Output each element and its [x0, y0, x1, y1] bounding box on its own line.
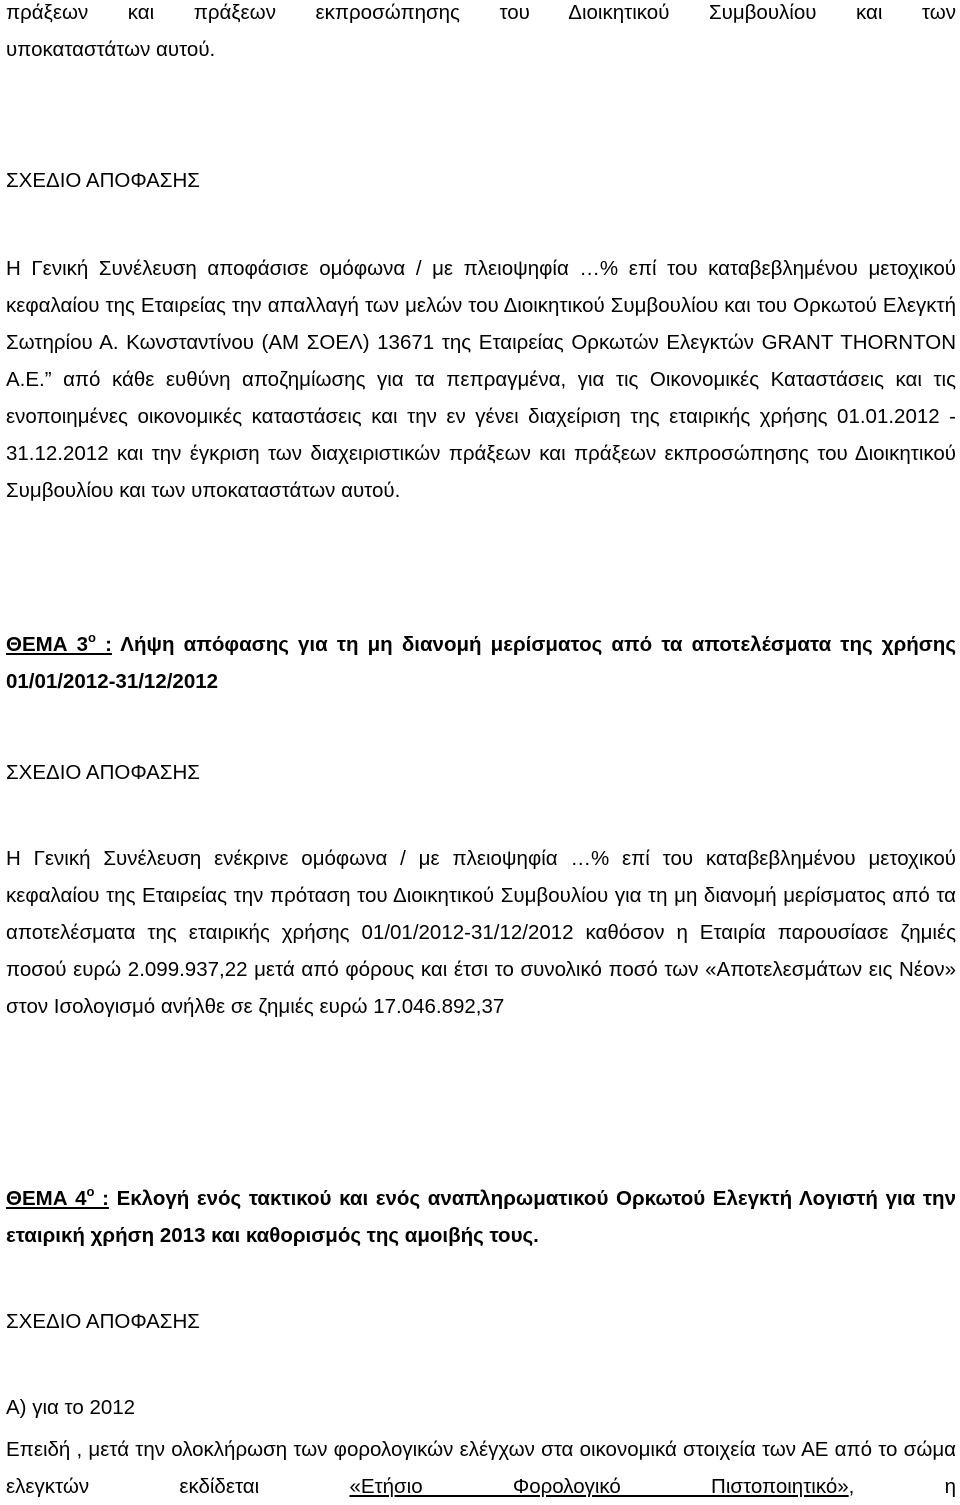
tax-certificate-quote: «Ετήσιο Φορολογικό Πιστοποιητικό»	[349, 1475, 849, 1498]
theme4-title	[6, 1180, 956, 1254]
theme4-sup: ο	[86, 1184, 95, 1199]
paragraph-start: Επειδή , μετά την ολοκλήρωση των φορολογικών ελέγχων στα οικονομικά στοιχεία των ΑΕ από το σώμα ελεγκτών εκδίδεται	[6, 1438, 956, 1498]
decision-heading-2	[6, 162, 956, 199]
sub-a-text: Α) για το 2012	[6, 1396, 136, 1419]
paragraph-text	[6, 1431, 956, 1505]
decision-heading-3	[6, 754, 956, 791]
decision-paragraph-3	[6, 840, 956, 1025]
decision-paragraph-2	[6, 250, 956, 509]
paragraph-text: Η Γενική Συνέλευση αποφάσισε ομόφωνα / με πλειοψηφία …% επί του καταβεβλημένου μετοχικού κεφαλαίου της Εταιρείας την απαλλαγή των μελών του Διοικητικού Συμβουλίου και του Ορκωτού Ελεγκτή Σωτηρίου Α. Κωνσταντίνου (ΑΜ ΣΟΕΛ) 13671 της Εταιρείας Ορκωτών Ελεγκτών GRANT THORNTON Α.Ε.” από κάθε ευθύνη αποζημίωσης για τα πεπραγμένα, για τις Οικονομικές Καταστάσεις και τις ενοποιημένες οικονομικές καταστάσεις και την εν γένει διαχείριση της εταιρικής χρήσης 01.01.2012 - 31.12.2012 και την έγκριση των διαχειριστικών πράξεων και πράξεων εκπροσώπησης του Διοικητικού Συμβουλίου και των υποκαταστάτων αυτού.	[6, 257, 956, 502]
decision-heading-text: ΣΧΕΔΙΟ ΑΠΟΦΑΣΗΣ	[6, 1310, 200, 1333]
decision-heading-text: ΣΧΕΔΙΟ ΑΠΟΦΑΣΗΣ	[6, 169, 200, 192]
theme4-colon: :	[94, 1187, 109, 1210]
theme3-heading	[6, 626, 956, 700]
theme3-label: ΘΕΜΑ 3	[6, 633, 89, 656]
decision-paragraph-4	[6, 1431, 956, 1505]
theme3-colon: :	[95, 633, 112, 656]
paragraph-text: Η Γενική Συνέλευση ενέκρινε ομόφωνα / με πλειοψηφία …% επί του καταβεβλημένου μετοχικού κεφαλαίου της Εταιρείας την πρόταση του Διοικητικού Συμβουλίου για τη μη διανομή μερίσματος από τα αποτελέσματα της εταιρικής χρήσης 01/01/2012-31/12/2012 καθόσον η Εταιρία παρουσίασε ζημιές ποσού ευρώ 2.099.937,22 μετά από φόρους και έτσι το συνολικό ποσό των «Αποτελεσμάτων εις Νέον» στον Ισολογισμό ανήλθε σε ζημιές ευρώ 17.046.892,37	[6, 847, 956, 1018]
theme3-title	[6, 626, 956, 700]
theme4-title-text: Εκλογή ενός τακτικού και ενός αναπληρωματικού Ορκωτού Ελεγκτή Λογιστή για την εταιρική χρήση 2013 και καθορισμός της αμοιβής τους.	[6, 1187, 956, 1247]
top-fragment	[6, 0, 956, 68]
fragment-line-2: υποκαταστάτων αυτού.	[6, 38, 216, 61]
paragraph-end: , η	[848, 1475, 956, 1498]
sub-a-heading	[6, 1389, 956, 1426]
theme3-sup: ο	[88, 630, 96, 645]
decision-heading-text: ΣΧΕΔΙΟ ΑΠΟΦΑΣΗΣ	[6, 761, 200, 784]
theme4-heading	[6, 1180, 956, 1254]
theme3-title-text: Λήψη απόφασης για τη μη διανομή μερίσματος από τα αποτελέσματα της χρήσης 01/01/2012-31/12/2012	[6, 633, 956, 693]
decision-heading-4	[6, 1303, 956, 1340]
fragment-line-1: πράξεων και πράξεων εκπροσώπησης του Διοικητικού Συμβουλίου και των	[6, 1, 956, 24]
theme4-label: ΘΕΜΑ 4	[6, 1187, 87, 1210]
